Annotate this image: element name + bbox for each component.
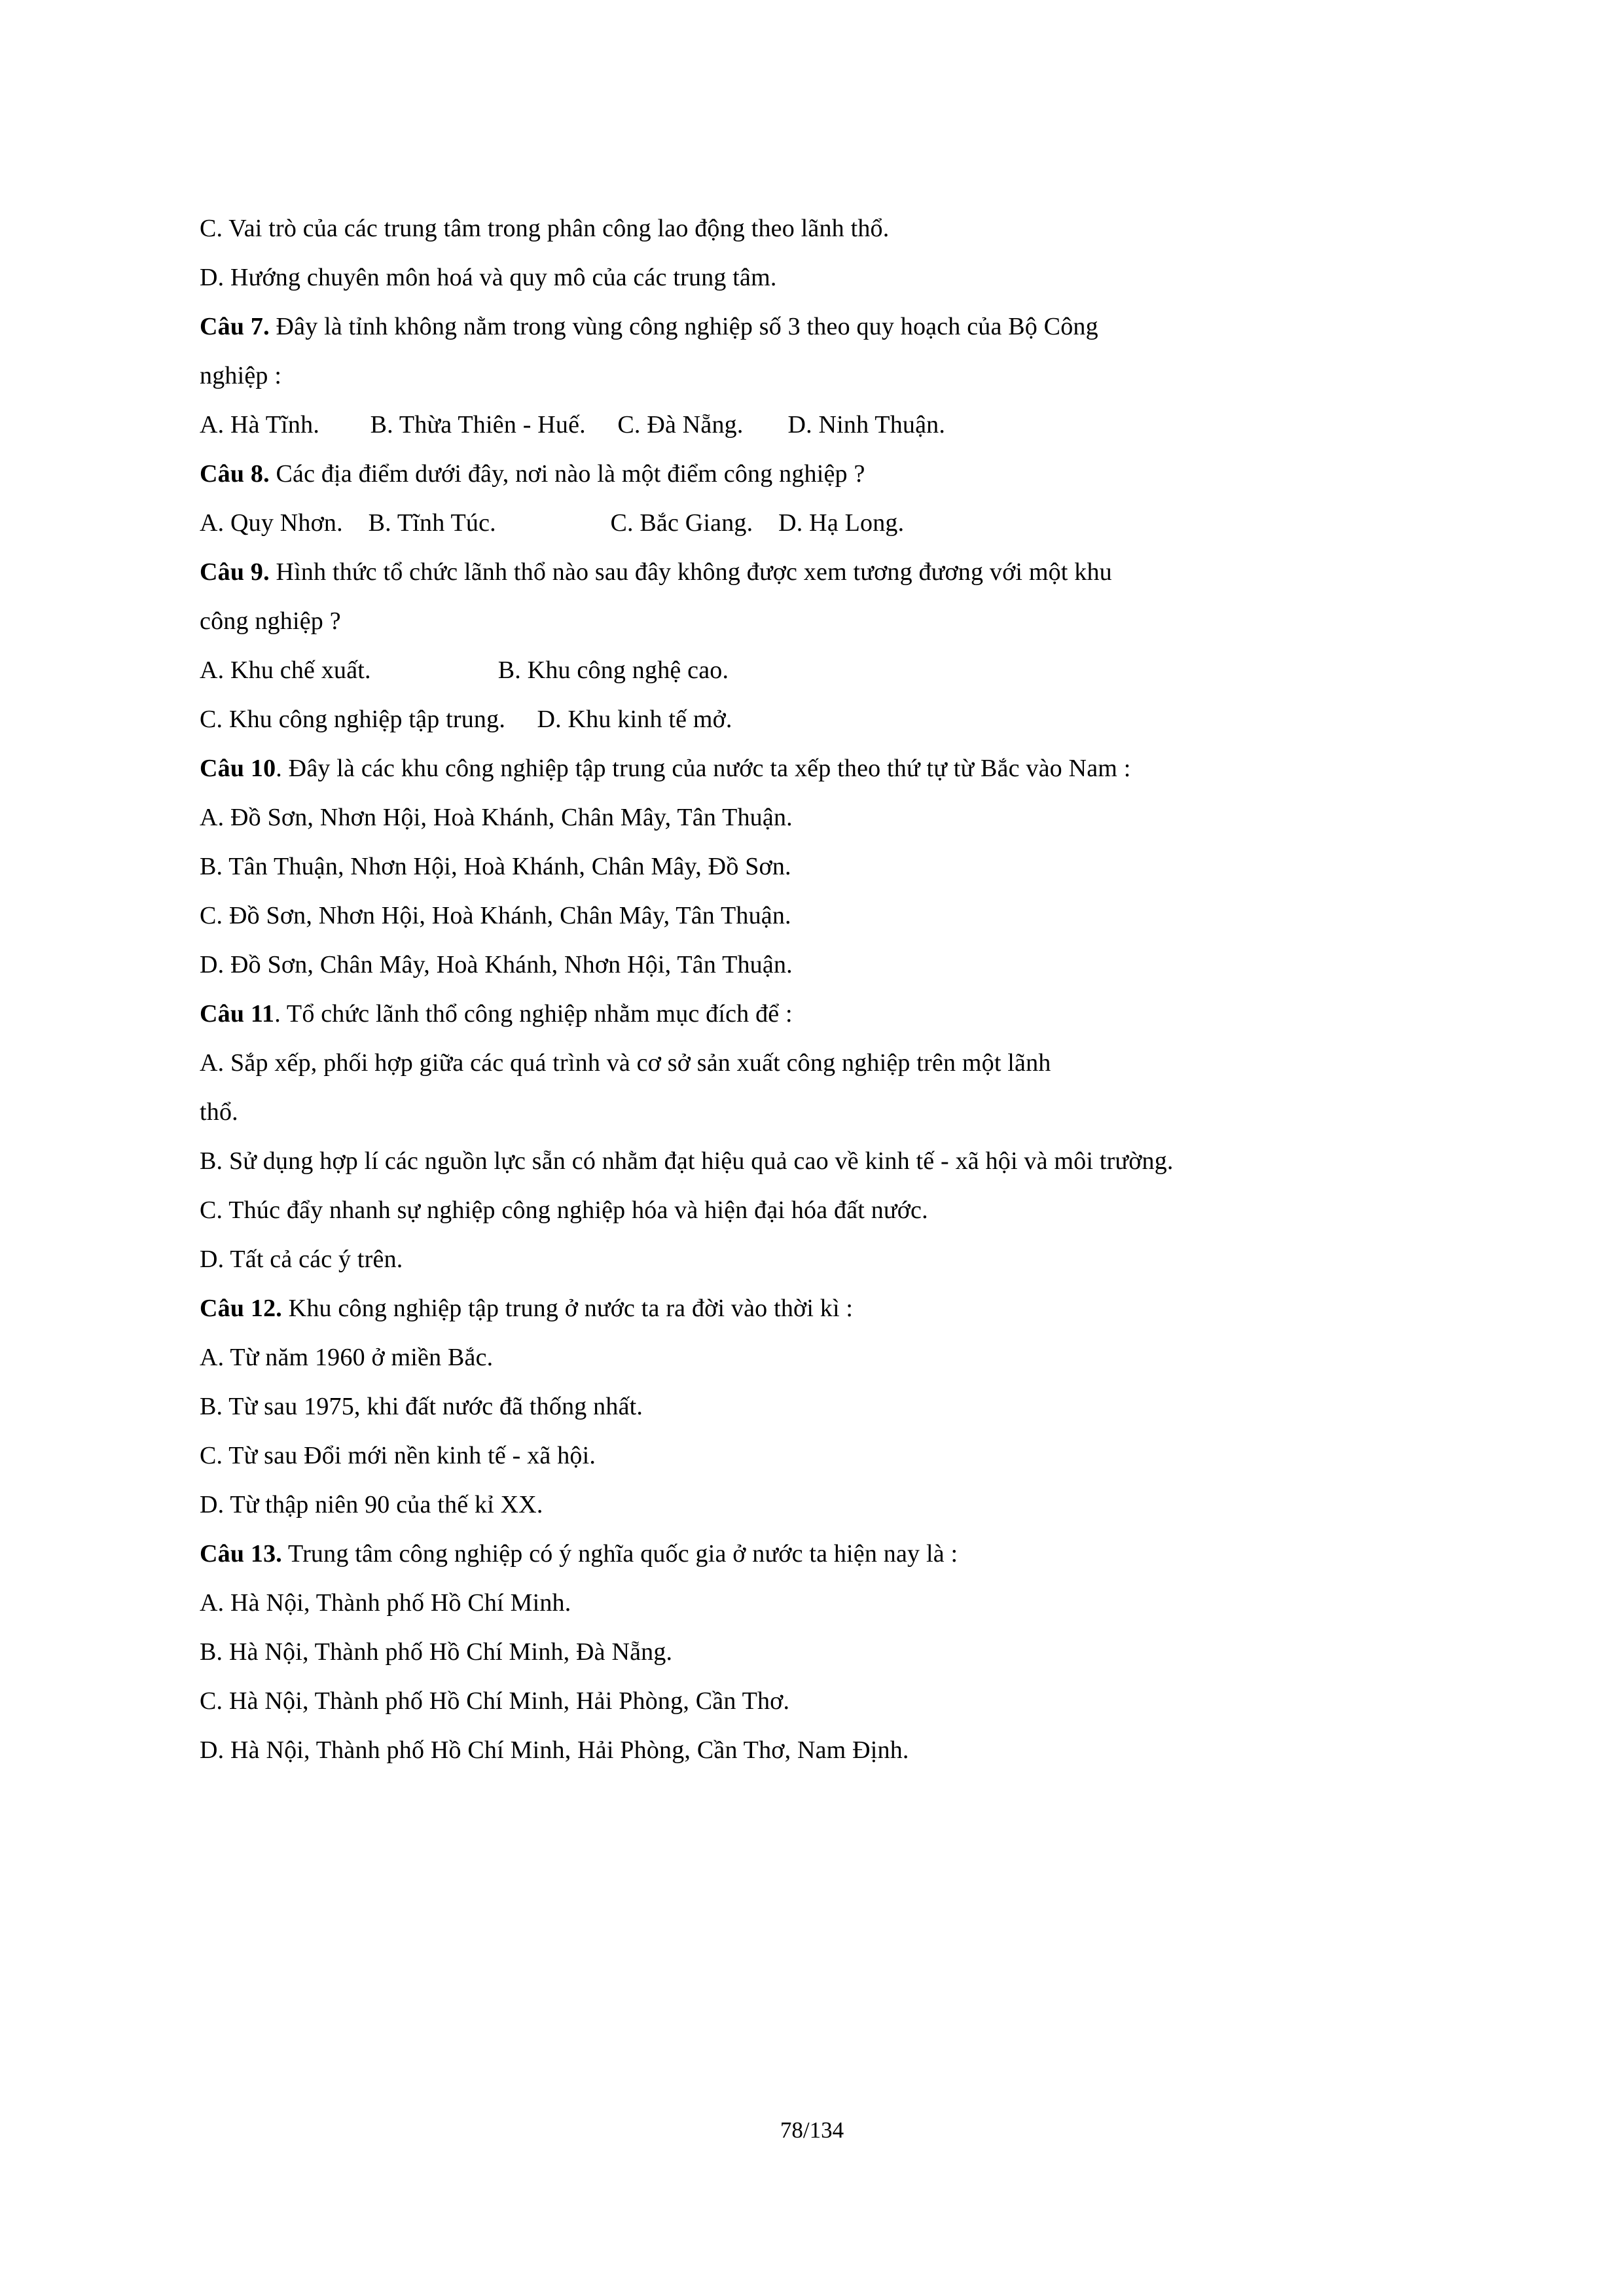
text-line bbox=[200, 1345, 1443, 1370]
text-line bbox=[200, 854, 1443, 879]
line-text: B. Tân Thuận, Nhơn Hội, Hoà Khánh, Chân Mây, Đồ Sơn. bbox=[200, 853, 791, 880]
line-text: D. Hà Nội, Thành phố Hồ Chí Minh, Hải Phòng, Cần Thơ, Nam Định. bbox=[200, 1736, 909, 1764]
line-text: D. Từ thập niên 90 của thế kỉ XX. bbox=[200, 1491, 543, 1518]
text-line bbox=[200, 363, 1443, 388]
line-text: Các địa điểm dưới đây, nơi nào là một điểm công nghiệp ? bbox=[269, 460, 865, 488]
text-line bbox=[200, 412, 1443, 437]
text-line bbox=[200, 707, 1443, 732]
line-text: B. Từ sau 1975, khi đất nước đã thống nhất. bbox=[200, 1393, 643, 1420]
question-label: Câu 9. bbox=[200, 558, 270, 586]
text-line bbox=[200, 461, 1443, 486]
line-text: D. Đồ Sơn, Chân Mây, Hoà Khánh, Nhơn Hội, Tân Thuận. bbox=[200, 951, 793, 978]
line-text: A. Từ năm 1960 ở miền Bắc. bbox=[200, 1344, 494, 1371]
question-label: Câu 13. bbox=[200, 1540, 282, 1568]
line-text: A. Đồ Sơn, Nhơn Hội, Hoà Khánh, Chân Mây, Tân Thuận. bbox=[200, 804, 793, 831]
question-label: Câu 10 bbox=[200, 755, 276, 782]
text-line bbox=[200, 1738, 1443, 1763]
text-line bbox=[200, 1394, 1443, 1419]
line-text: C. Thúc đẩy nhanh sự nghiệp công nghiệp hóa và hiện đại hóa đất nước. bbox=[200, 1196, 928, 1224]
line-text: nghiệp : bbox=[200, 362, 282, 389]
question-label: Câu 12. bbox=[200, 1295, 282, 1322]
text-line bbox=[200, 216, 1443, 241]
line-text: A. Sắp xếp, phối hợp giữa các quá trình và cơ sở sản xuất công nghiệp trên một lãnh bbox=[200, 1049, 1051, 1077]
text-line bbox=[200, 1689, 1443, 1713]
text-line bbox=[200, 265, 1443, 290]
text-line bbox=[200, 903, 1443, 928]
line-text: . Tổ chức lãnh thổ công nghiệp nhằm mục đích để : bbox=[274, 1000, 793, 1028]
line-text: C. Khu công nghiệp tập trung. D. Khu kinh tế mở. bbox=[200, 706, 732, 733]
text-line bbox=[200, 952, 1443, 977]
line-text: C. Hà Nội, Thành phố Hồ Chí Minh, Hải Phòng, Cần Thơ. bbox=[200, 1687, 790, 1715]
line-text: Hình thức tổ chức lãnh thổ nào sau đây không được xem tương đương với một khu bbox=[269, 558, 1112, 586]
text-line bbox=[200, 1443, 1443, 1468]
question-label: Câu 7. bbox=[200, 313, 270, 340]
line-text: C. Từ sau Đổi mới nền kinh tế - xã hội. bbox=[200, 1442, 596, 1469]
text-line bbox=[200, 1296, 1443, 1321]
line-text: A. Quy Nhơn. B. Tĩnh Túc. C. Bắc Giang. D. Hạ Long. bbox=[200, 509, 905, 537]
question-label: Câu 11 bbox=[200, 1000, 275, 1028]
text-line bbox=[200, 560, 1443, 584]
page-number: 78/134 bbox=[780, 2117, 844, 2143]
text-line bbox=[200, 1590, 1443, 1615]
line-text: A. Hà Tĩnh. B. Thừa Thiên - Huế. C. Đà Nẵng. D. Ninh Thuận. bbox=[200, 411, 946, 439]
line-text: A. Khu chế xuất. B. Khu công nghệ cao. bbox=[200, 656, 729, 684]
text-line bbox=[200, 658, 1443, 683]
line-text: Khu công nghiệp tập trung ở nước ta ra đời vào thời kì : bbox=[281, 1295, 854, 1322]
text-line bbox=[200, 1149, 1443, 1174]
line-text: D. Tất cả các ý trên. bbox=[200, 1246, 403, 1273]
text-line bbox=[200, 1050, 1443, 1075]
text-line bbox=[200, 1198, 1443, 1223]
document-body bbox=[200, 216, 1443, 1787]
text-line bbox=[200, 314, 1443, 339]
text-line bbox=[200, 511, 1443, 535]
line-text: Trung tâm công nghiệp có ý nghĩa quốc gia ở nước ta hiện nay là : bbox=[281, 1540, 958, 1568]
line-text: B. Sử dụng hợp lí các nguồn lực sẵn có nhằm đạt hiệu quả cao về kinh tế - xã hội và môi trường. bbox=[200, 1147, 1174, 1175]
text-line bbox=[200, 1100, 1443, 1124]
text-line bbox=[200, 609, 1443, 634]
line-text: Đây là tỉnh không nằm trong vùng công nghiệp số 3 theo quy hoạch của Bộ Công bbox=[269, 313, 1098, 340]
line-text: . Đây là các khu công nghiệp tập trung của nước ta xếp theo thứ tự từ Bắc vào Nam : bbox=[276, 755, 1131, 782]
text-line bbox=[200, 1001, 1443, 1026]
text-line bbox=[200, 1492, 1443, 1517]
text-line bbox=[200, 805, 1443, 830]
line-text: công nghiệp ? bbox=[200, 607, 341, 635]
text-line bbox=[200, 756, 1443, 781]
line-text: A. Hà Nội, Thành phố Hồ Chí Minh. bbox=[200, 1589, 571, 1617]
question-label: Câu 8. bbox=[200, 460, 270, 488]
line-text: B. Hà Nội, Thành phố Hồ Chí Minh, Đà Nẵng. bbox=[200, 1638, 673, 1666]
line-text: C. Đồ Sơn, Nhơn Hội, Hoà Khánh, Chân Mây, Tân Thuận. bbox=[200, 902, 791, 929]
line-text: C. Vai trò của các trung tâm trong phân công lao động theo lãnh thổ. bbox=[200, 215, 890, 242]
line-text: thổ. bbox=[200, 1098, 238, 1126]
text-line bbox=[200, 1247, 1443, 1272]
line-text: D. Hướng chuyên môn hoá và quy mô của các trung tâm. bbox=[200, 264, 777, 291]
text-line bbox=[200, 1640, 1443, 1664]
text-line bbox=[200, 1541, 1443, 1566]
